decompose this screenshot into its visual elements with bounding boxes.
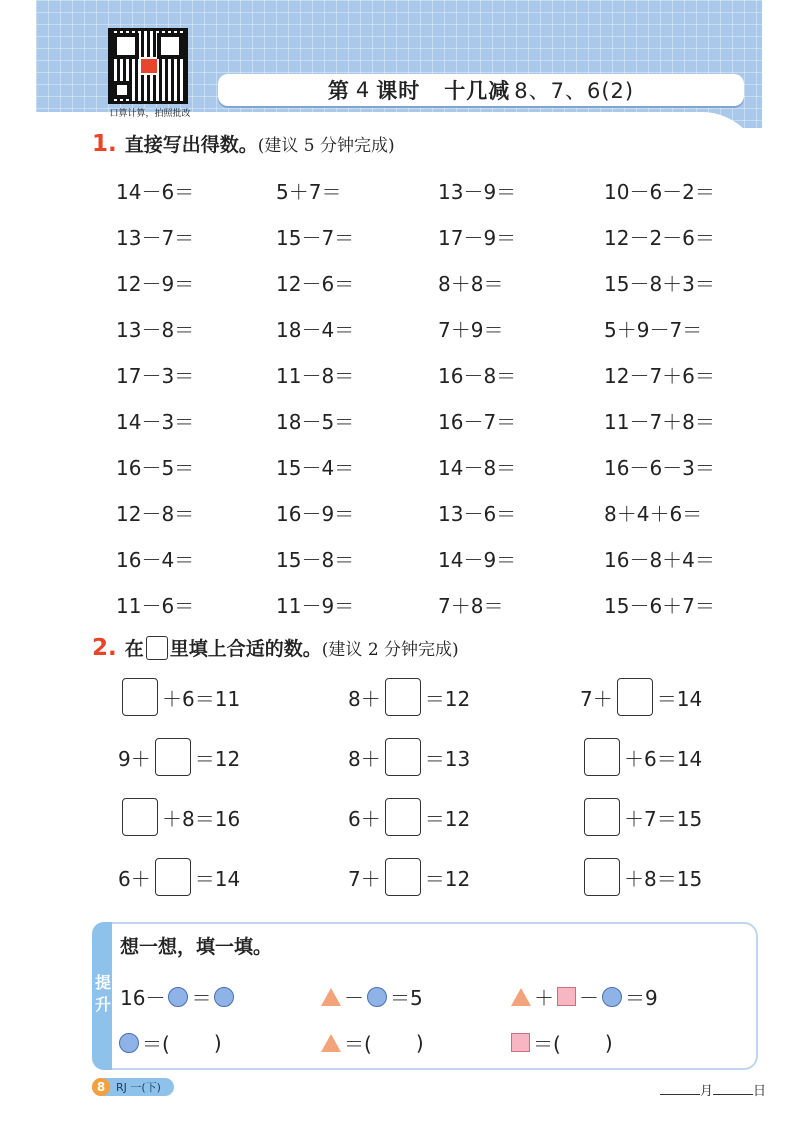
calc-problem: 5＋9－7＝ [604,318,703,342]
fill-after: ＝12 [194,746,241,771]
answer-open: ＝( [533,1032,561,1056]
square-icon [511,1033,530,1052]
answer-box[interactable] [385,678,421,716]
triangle-icon [321,1034,341,1052]
fill-after: ＝14 [194,866,241,891]
lesson-number: 4 [355,78,371,102]
calc-problem: 13－8＝ [116,318,195,342]
calc-problem: 14－8＝ [438,456,517,480]
lesson-prefix: 第 [327,79,350,103]
calc-problem: 12－9＝ [116,272,195,296]
calc-problem: 15－6＋7＝ [604,594,715,618]
fill-before: 8＋ [348,686,381,711]
fill-before: 7＋ [348,866,381,891]
lesson-suffix: 课时 [376,79,421,103]
calc-problem: 11－7＋8＝ [604,410,715,434]
fill-after: ＋8＝16 [162,806,241,831]
fill-before: 9＋ [118,746,151,771]
calc-problem: 14－9＝ [438,548,517,572]
calc-problem: 16－5＝ [116,456,195,480]
fill-problem [348,858,470,896]
triangle-answer[interactable] [318,1028,424,1057]
calc-problem: 18－4＝ [276,318,355,342]
calc-problem: 12－8＝ [116,502,195,526]
fill-problem [580,678,702,716]
think-title: 想一想，填一填。 [120,936,273,958]
calc-problem: 12－6＝ [276,272,355,296]
eq1-equals: ＝ [191,986,212,1010]
fill-after: ＝12 [424,686,471,711]
circle-icon [602,987,622,1007]
calc-problem: 17－3＝ [116,364,195,388]
calc-problem: 14－3＝ [116,410,195,434]
calc-problem: 15－8＝ [276,548,355,572]
calc-problem: 16－9＝ [276,502,355,526]
calc-problem: 12－2－6＝ [604,226,715,250]
section1-title: 直接写出得数。 [124,134,258,156]
fill-problem [348,798,470,836]
answer-close: ) [415,1030,424,1055]
calc-problem: 7＋9＝ [438,318,504,342]
fill-before: 6＋ [348,806,381,831]
square-icon [557,987,576,1006]
calc-problem: 15－8＋3＝ [604,272,715,296]
circle-answer[interactable] [116,1028,222,1057]
calc-problem: 16－8＋4＝ [604,548,715,572]
answer-box[interactable] [122,798,158,836]
lesson-topic-rest: 8、7、6(2) [514,79,635,103]
answer-box[interactable] [584,798,620,836]
answer-box[interactable] [584,858,620,896]
calc-problem: 16－8＝ [438,364,517,388]
calc-problem: 11－6＝ [116,594,195,618]
qr-finder [113,81,131,99]
answer-box[interactable] [385,738,421,776]
calc-problem: 13－9＝ [438,180,517,204]
fill-problem [580,858,702,896]
square-answer[interactable] [508,1028,613,1057]
section1-heading [92,130,395,157]
answer-box[interactable] [155,858,191,896]
circle-icon [119,1033,139,1053]
calc-problem: 17－9＝ [438,226,517,250]
fill-problem [118,678,240,716]
fill-problem [348,678,470,716]
answer-open: ＝( [142,1032,170,1056]
fill-after: ＋8＝15 [624,866,703,891]
section2-title-after: 里填上合适的数。 [169,638,322,660]
answer-close: ) [213,1030,222,1055]
fill-after: ＝12 [424,866,471,891]
section2-heading [92,634,459,661]
calc-problem: 14－6＝ [116,180,195,204]
fill-problem [118,858,240,896]
eq3-minus: － [579,986,599,1010]
footer-badge [92,1078,174,1096]
fill-after: ＝13 [424,746,471,771]
think-tab: 提升 [92,922,112,1070]
qr-code[interactable] [108,28,188,104]
day-label: 日 [753,1084,767,1099]
calc-problem: 12－7＋6＝ [604,364,715,388]
answer-box[interactable] [385,858,421,896]
fill-after: ＋6＝11 [162,686,241,711]
think-equation-2 [318,982,423,1011]
answer-box[interactable] [122,678,158,716]
eq2-minus: － [344,986,364,1010]
date-field[interactable] [660,1080,766,1099]
answer-box[interactable] [385,798,421,836]
triangle-icon [511,988,531,1006]
section2-note: (建议 2 分钟完成) [321,640,459,660]
box-icon [146,636,168,660]
fill-problem [118,738,240,776]
calc-problem: 11－8＝ [276,364,355,388]
circle-icon [214,987,234,1007]
calc-problem: 13－7＝ [116,226,195,250]
fill-problem [580,798,702,836]
fill-after: ＋7＝15 [624,806,703,831]
calc-problem: 10－6－2＝ [604,180,715,204]
triangle-icon [321,988,341,1006]
answer-box[interactable] [584,738,620,776]
think-equation-3 [508,982,658,1011]
answer-open: ＝( [344,1032,372,1056]
circle-icon [367,987,387,1007]
month-label: 月 [700,1084,714,1099]
calc-problem: 11－9＝ [276,594,355,618]
fill-before: 7＋ [580,686,613,711]
calc-problem: 13－6＝ [438,502,517,526]
calc-problem: 15－7＝ [276,226,355,250]
calc-problem: 7＋8＝ [438,594,504,618]
fill-before: 6＋ [118,866,151,891]
page-number: 8 [92,1078,110,1096]
lesson-title [218,74,744,106]
fill-problem [348,738,470,776]
think-equation-1 [120,982,237,1011]
section2-number: 2. [92,634,117,661]
calc-problem: 8＋4＋6＝ [604,502,703,526]
qr-caption: 口算计算，拍照批改 [109,109,191,119]
calc-problem: 16－4＝ [116,548,195,572]
answer-box[interactable] [617,678,653,716]
calc-problem: 15－4＝ [276,456,355,480]
eq3-result: ＝9 [625,986,658,1010]
fill-after: ＝12 [424,806,471,831]
qr-logo [139,57,159,75]
edition-label: RJ 一(下) [116,1081,161,1094]
eq3-plus: ＋ [534,986,554,1010]
fill-problem [580,738,702,776]
answer-close: ) [604,1030,613,1055]
eq1-prefix: 16－ [120,986,166,1010]
eq2-result: ＝5 [390,986,423,1010]
calc-problem: 5＋7＝ [276,180,342,204]
calc-problem: 16－7＝ [438,410,517,434]
calc-problem: 18－5＝ [276,410,355,434]
fill-after: ＝14 [656,686,703,711]
fill-before: 8＋ [348,746,381,771]
section1-note: (建议 5 分钟完成) [257,136,395,156]
fill-after: ＋6＝14 [624,746,703,771]
section2-title-before: 在 [124,638,144,660]
answer-box[interactable] [155,738,191,776]
calc-problem: 8＋8＝ [438,272,504,296]
section1-number: 1. [92,130,117,157]
fill-problem [118,798,240,836]
circle-icon [168,987,188,1007]
lesson-topic: 十几减 [444,79,511,103]
calc-problem: 16－6－3＝ [604,456,715,480]
